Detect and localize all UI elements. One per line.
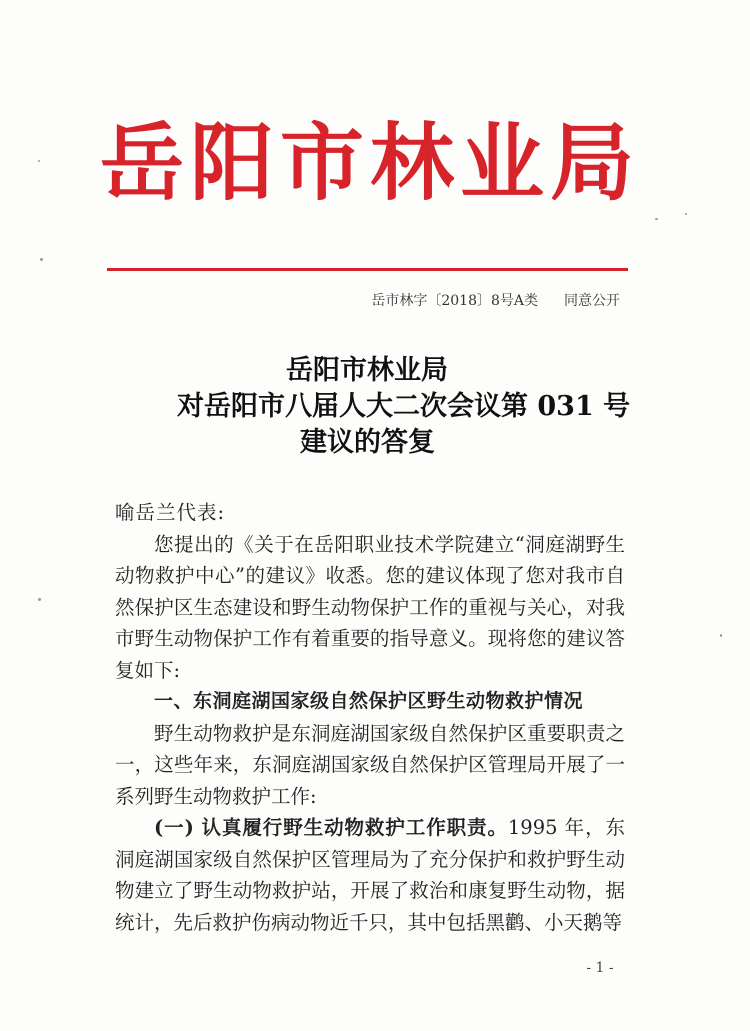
letter-body — [115, 497, 625, 938]
page-number: - 1 - — [586, 960, 614, 976]
section-heading-1: 一、东洞庭湖国家级自然保护区野生动物救护情况 — [154, 690, 584, 712]
scan-speck — [720, 634, 722, 637]
paragraph-3-text: 1995 年，东洞庭湖国家级自然保护区管理局为了充分保护和救护野生动物建立了野生动物救护站，开展了救治和康复野生动物，据统计，先后救护伤病动物近千只，其中包括黑鹳、小天鹅等 — [115, 816, 625, 934]
title-line-1: 岳阳市林业局 — [286, 355, 448, 386]
agency-masthead: 岳阳市林业局 — [100, 113, 641, 212]
subheading-1: (一) 认真履行野生动物救护工作职责。 — [154, 816, 508, 839]
scan-speck — [40, 258, 43, 261]
document-number: 岳市林字〔2018〕8号A类 — [371, 293, 538, 309]
scan-speck — [685, 213, 687, 215]
salutation: 喻岳兰代表: — [115, 501, 226, 524]
paragraph-1: 您提出的《关于在岳阳职业技术学院建立“洞庭湖野生动物救护中心”的建议》收悉。您的建议体现了您对我市自然保护区生态建设和野生动物保护工作的重视与关心，对我市野生动物保护工作有着重要的指导意义。现将您的建议答复如下: — [115, 532, 625, 682]
title-line-2: 对岳阳市八届人大二次会议第 031 号 — [177, 391, 631, 422]
disclosure-status: 同意公开 — [564, 293, 620, 309]
document-number-line — [320, 290, 620, 310]
scan-speck — [38, 598, 41, 601]
scan-speck — [38, 160, 40, 162]
title-line-3: 建议的答复 — [300, 427, 435, 458]
scan-speck — [655, 218, 658, 220]
red-divider-line — [107, 268, 628, 271]
paragraph-3 — [115, 812, 625, 938]
paragraph-2: 野生动物救护是东洞庭湖国家级自然保护区重要职责之一，这些年来，东洞庭湖国家级自然保护区管理局开展了一系列野生动物救护工作: — [115, 721, 625, 808]
